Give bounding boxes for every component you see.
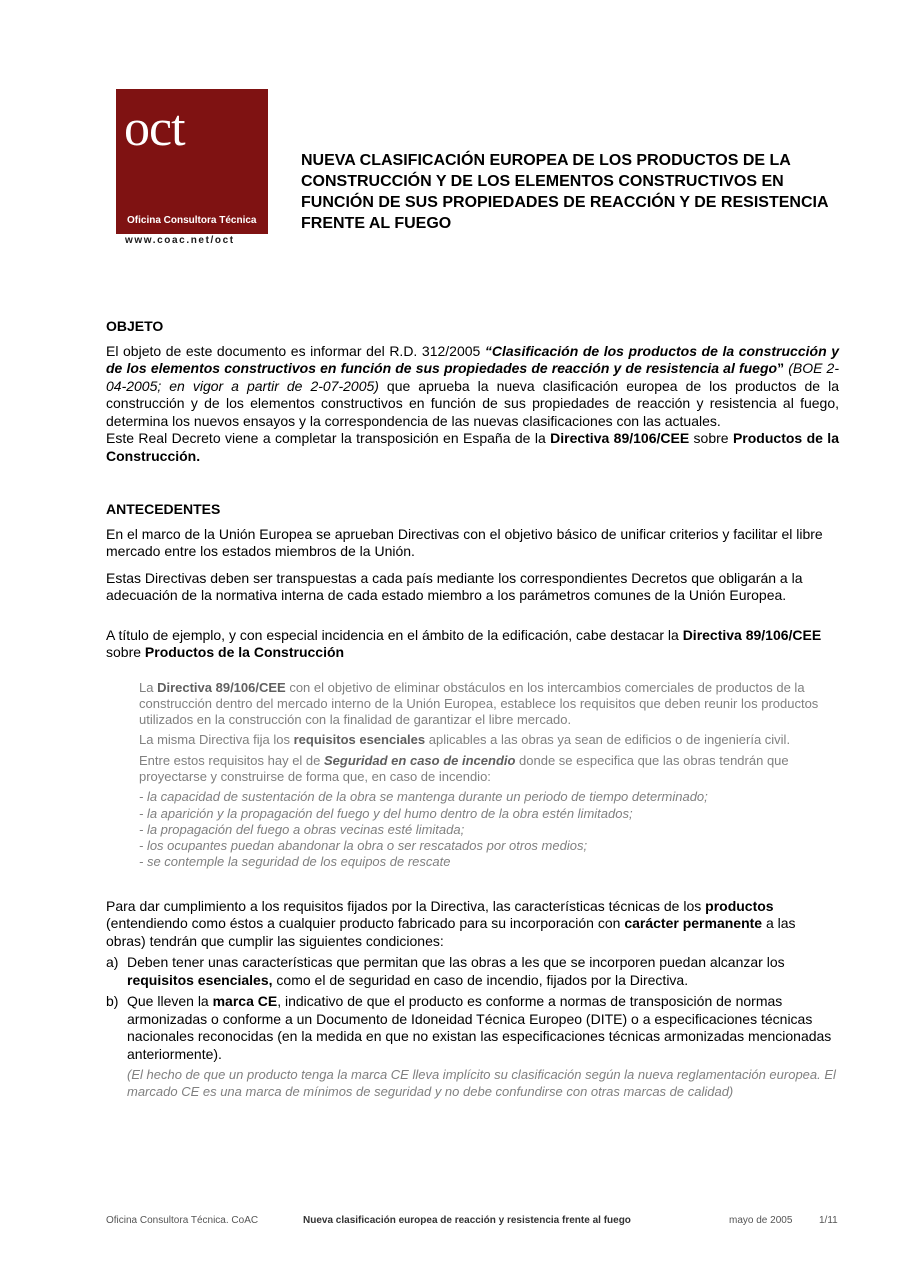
directive-name: Directiva 89/106/CEE [682,626,822,643]
section-heading-antecedentes: ANTECEDENTES [106,501,221,517]
antecedentes-paragraph-1: En el marco de la Unión Europea se aprueban Directivas con el objetivo básico de unificar criterios y facilitar el libre mercado entre los estados miembros de la Unión. [106,525,823,559]
condition-item-a [106,954,839,989]
text: sobre [689,430,733,446]
logo-subtitle: Oficina Consultora Técnica [127,215,257,226]
objeto-paragraph-2 [106,430,839,465]
text: Este Real Decreto viene a completar la transposición en España de la [106,430,551,446]
text: La [139,679,158,695]
directive-name: Directiva 89/106/CEE [550,430,690,446]
footer-page-number: 1/11 [819,1215,838,1226]
antecedentes-paragraph-3 [106,627,839,662]
condition-item-b [106,993,839,1063]
quote-paragraph-1 [139,680,839,729]
essential-requirements: requisitos esenciales [293,732,426,748]
text: Entre estos requisitos hay el de [139,752,324,768]
cumplimiento-paragraph [106,898,839,951]
products-name: Productos de la Construcción. [106,430,839,464]
fire-safety-requirement: Seguridad en caso de incendio [324,752,516,768]
text: La misma Directiva fija los [139,732,294,748]
text: como el de seguridad en caso de incendio, fijados por la Directiva. [272,971,689,988]
products-name: Productos de la Construcción [144,644,345,660]
text: Deben tener unas características que permitan que las obras a les que se incorporen puedan alcanzar los [127,954,785,971]
quote-paragraph-2 [139,732,839,748]
fire-requirement-item: - la aparición y la propagación del fuego y del humo dentro de la obra estén limitados; [139,805,633,821]
decree-title: “Clasificación de los productos de la construcción y de los elementos constructivos en función de sus propiedades de reacción y de resistencia al fuego [106,342,839,376]
ce-mark-term: marca CE [212,993,278,1010]
text: Para dar cumplimiento a los requisitos fijados por la Directiva, las características técnicas de los [106,897,706,914]
essential-requirements: requisitos esenciales, [127,971,273,988]
document-body [106,318,839,1100]
conditions-list [106,954,839,1100]
fire-requirement-item: - se contemple la seguridad de los equipos de rescate [139,854,451,870]
text: a las obras) tendrán que cumplir las siguientes condiciones: [106,915,796,949]
page-footer [106,1215,839,1229]
objeto-paragraph-1 [106,343,839,431]
text: que aprueba la nueva clasificación europea de los productos de la construcción y de los elementos constructivos en función de sus propiedades de reacción y resistencia al fuego, determina los nuevos ensayos y la correspondencia de las nuevas clasificaciones con las actuales. [106,377,839,429]
fire-requirement-item: - la propagación del fuego a obras vecinas esté limitada; [139,821,465,837]
oct-logo [116,89,268,234]
logo-url: www.coac.net/oct [125,235,235,246]
section-heading-objeto: OBJETO [106,318,164,334]
quote-paragraph-3 [139,753,839,786]
text: con el objetivo de eliminar obstáculos en los intercambios comerciales de productos de la construcción dentro del mercado interno de la Unión Europea, establece los requisitos que deben reunir los productos utilizados en la construcción con la finalidad de garantizar el libre mercado. [139,679,819,728]
document-title: NUEVA CLASIFICACIÓN EUROPEA DE LOS PRODUCTOS DE LA CONSTRUCCIÓN Y DE LOS ELEMENTOS CONSTRUCTIVOS EN FUNCIÓN DE SUS PROPIEDADES DE REACCIÓN Y DE RESISTENCIA FRENTE AL FUEGO [301,152,828,232]
text: aplicables a las obras ya sean de edificios o de ingeniería civil. [425,732,791,748]
text: El objeto de este documento es informar del R.D. 312/2005 [106,342,485,359]
quote-close: ” [777,360,789,376]
text: donde se especifica que las obras tendrán que proyectarse y construirse de forma que, en caso de incendio: [139,752,789,784]
products-term: productos [705,897,774,914]
footer-organization: Oficina Consultora Técnica. CoAC [106,1215,259,1226]
directive-quote-block [139,680,839,871]
fire-requirement-item: - la capacidad de sustentación de la obra se mantenga durante un periodo de tiempo determinado; [139,789,708,805]
text: (entendiendo como éstos a cualquier producto fabricado para su incorporación con [106,915,625,932]
text: A título de ejemplo, y con especial incidencia en el ámbito de la edificación, cabe destacar la [106,626,683,643]
list-marker: a) [106,954,119,971]
permanent-term: carácter permanente [624,915,763,932]
directive-name: Directiva 89/106/CEE [157,679,286,695]
antecedentes-paragraph-2: Estas Directivas deben ser transpuestas a cada país mediante los correspondientes Decretos que obligarán a la adecuación de la normativa interna de cada estado miembro a los parámetros comunes de la Unión Europea. [106,569,803,603]
text: Que lleven la [127,993,213,1010]
ce-mark-note: (El hecho de que un producto tenga la marca CE lleva implícito su clasificación según la nueva reglamentación europea. El marcado CE es una marca de mínimos de seguridad y no debe confundirse con otras marcas de calidad) [127,1067,836,1099]
footer-date: mayo de 2005 [729,1215,793,1226]
boe-reference: (BOE 2-04-2005; en vigor a partir de 2-07-2005) [106,360,839,394]
text: , indicativo de que el producto es conforme a normas de transposición de normas armonizadas o conforme a un Documento de Idoneidad Técnica Europeo (DITE) o a especificaciones técnicas nacionales reconocidas (en la medida en que no existan las especificaciones técnicas armonizadas mencionadas anteriormente). [127,993,832,1062]
logo-text: oct [124,100,185,157]
list-marker: b) [106,993,119,1010]
footer-title: Nueva clasificación europea de reacción y resistencia frente al fuego [303,1215,631,1226]
text: sobre [106,644,145,660]
fire-requirement-item: - los ocupantes puedan abandonar la obra o ser rescatados por otros medios; [139,838,588,854]
